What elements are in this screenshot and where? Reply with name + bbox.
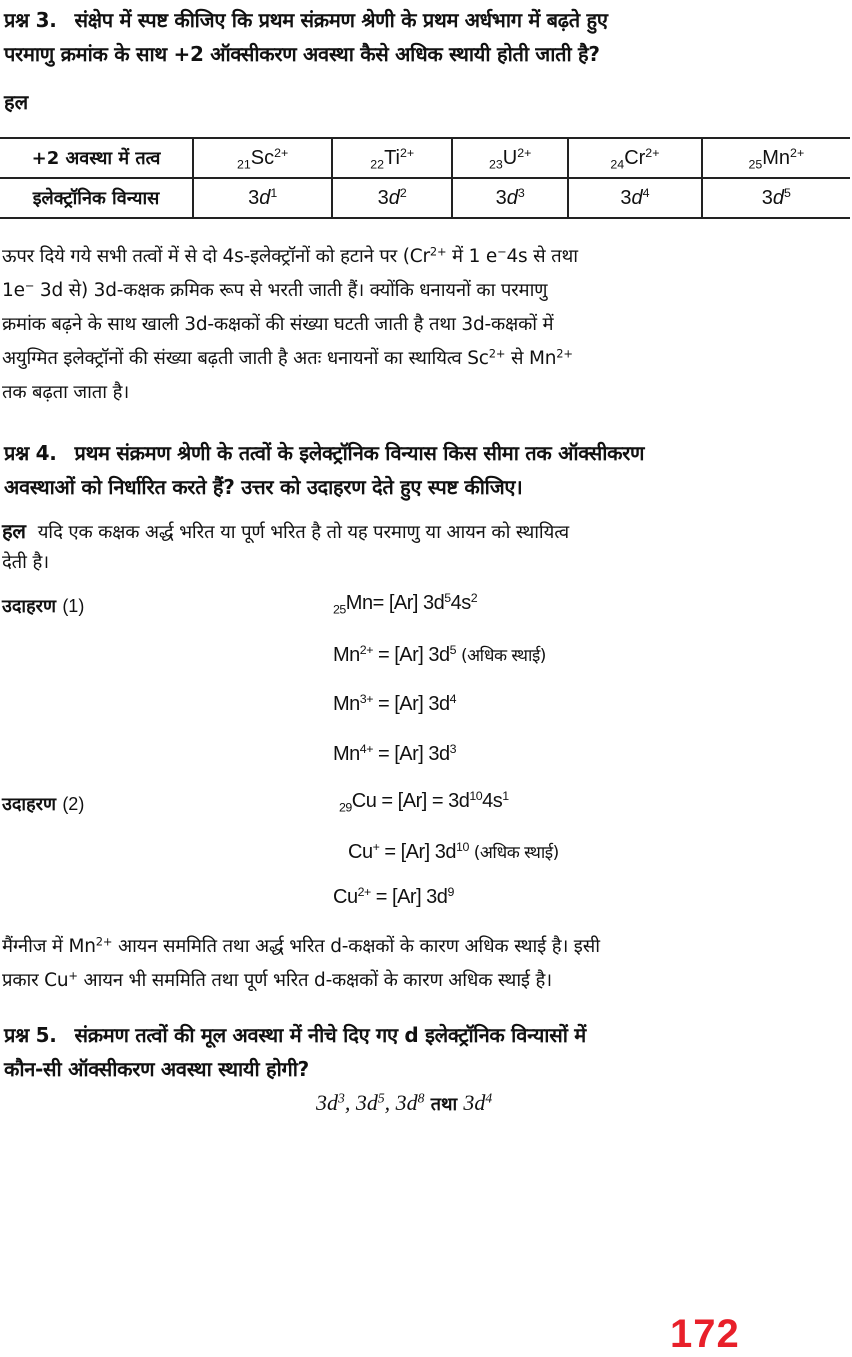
question-3-text-1: संक्षेप में स्पष्ट कीजिए कि प्रथम संक्रमण श्रेणी के प्रथम अर्धभाग में बढ़ते हुए xyxy=(74,8,608,32)
answer-label-4: हल xyxy=(2,519,26,543)
row-header-configs: इलेक्ट्रॉनिक विन्यास xyxy=(0,178,193,218)
answer-3-line-3: क्रमांक बढ़ने के साथ खाली 3d-कक्षकों की संख्या घटती जाती है तथा 3d-कक्षकों में xyxy=(2,314,554,335)
question-4-line-1 xyxy=(4,436,848,470)
config-table xyxy=(0,137,850,219)
example-2-label: उदाहरण (2) xyxy=(2,794,85,815)
equation-cu2: $Cu^{2+} = [Ar]$ $3d^9$ xyxy=(333,885,454,908)
table-row-elements xyxy=(0,138,850,178)
page-number: 172 xyxy=(670,1312,740,1356)
answer-4-line-2: देती है। xyxy=(2,552,49,573)
table-cell-element: $_{23}U^{2+}$ xyxy=(452,138,568,178)
question-4-text-1: प्रथम संक्रमण श्रेणी के तत्वों के इलेक्ट्रॉनिक विन्यास किस सीमा तक ऑक्सीकरण xyxy=(74,441,645,465)
answer-3-line-5: तक बढ़ता जाता है। xyxy=(2,382,130,403)
question-5-line-1 xyxy=(4,1018,848,1052)
table-cell-config: $3d^2$ xyxy=(332,178,452,218)
question-5-line-2: कौन-सी ऑक्सीकरण अवस्था स्थायी होगी? xyxy=(4,1057,309,1081)
table-cell-element: $_{24}Cr^{2+}$ xyxy=(568,138,701,178)
table-cell-config: $3d^1$ xyxy=(193,178,332,218)
table-cell-element: $_{22}Ti^{2+}$ xyxy=(332,138,452,178)
question-5-text-1: संक्रमण तत्वों की मूल अवस्था में नीचे दिए गए d इलेक्ट्रॉनिक विन्यासों में xyxy=(74,1023,586,1047)
answer-3-line-1: ऊपर दिये गये सभी तत्वों में से दो 4s-इलेक्ट्रॉनों को हटाने पर ($Cr^{2+}$ में 1 e−4s से तथा xyxy=(2,244,578,267)
table-cell-config: $3d^4$ xyxy=(568,178,701,218)
question-3-line-2: परमाणु क्रमांक के साथ +2 ऑक्सीकरण अवस्था कैसे अधिक स्थायी होती जाती है? xyxy=(4,42,600,66)
table-cell-config: $3d^3$ xyxy=(452,178,568,218)
equation-cu: $_{29}Cu = [Ar] = 3d^{10}4s^1$ xyxy=(339,789,509,815)
configs-formula: $3d^3$, $3d^5$, $3d^8$ तथा $3d^4$ xyxy=(316,1090,493,1115)
answer-4-line-1: हल यदि एक कक्षक अर्द्ध भरित या पूर्ण भरित है तो यह परमाणु या आयन को स्थायित्व xyxy=(2,519,569,543)
question-4-label: प्रश्न 4. xyxy=(4,441,57,465)
equation-cu1: Cu+ = [Ar] $3d^{10}$ (अधिक स्थाई) xyxy=(348,840,559,863)
equation-mn3: $Mn^{3+} = [Ar]$ $3d^4$ xyxy=(333,692,457,715)
equation-mn: $_{25}$Mn= [Ar] $3d^54s^2$ xyxy=(333,591,478,617)
table-cell-element: $_{25}Mn^{2+}$ xyxy=(702,138,850,178)
conclusion-line-1: मैंग्नीज में $Mn^{2+}$ आयन सममिति तथा अर्द्ध भरित d-कक्षकों के कारण अधिक स्थाई है। इसी xyxy=(2,934,600,957)
answer-label-3: हल xyxy=(4,90,29,114)
example-1-label: उदाहरण (1) xyxy=(2,596,85,617)
question-5-label: प्रश्न 5. xyxy=(4,1023,57,1047)
equation-mn4: $Mn^{4+} = [Ar]$ $3d^3$ xyxy=(333,742,457,765)
row-header-elements: +2 अवस्था में तत्व xyxy=(0,138,193,178)
question-4-line-2: अवस्थाओं को निर्धारित करते हैं? उत्तर को उदाहरण देते हुए स्पष्ट कीजिए। xyxy=(4,475,523,499)
table-cell-config: $3d^5$ xyxy=(702,178,850,218)
answer-3-line-4: अयुग्मित इलेक्ट्रॉनों की संख्या बढ़ती जाती है अतः धनायनों का स्थायित्व $Sc^{2+}$ से $Mn^{2+}$ xyxy=(2,346,573,369)
table-row-configs xyxy=(0,178,850,218)
answer-3-line-2: 1e− 3d से) 3d-कक्षक क्रमिक रूप से भरती जाती हैं। क्योंकि धनायनों का परमाणु xyxy=(2,278,548,301)
question-3-label: प्रश्न 3. xyxy=(4,8,57,32)
conclusion-line-2: प्रकार Cu+ आयन भी सममिति तथा पूर्ण भरित d-कक्षकों के कारण अधिक स्थाई है। xyxy=(2,968,552,991)
table-cell-element: $_{21}Sc^{2+}$ xyxy=(193,138,332,178)
question-3-line-1 xyxy=(4,3,848,37)
equation-mn2: $Mn^{2+} = [Ar]$ $3d^5$ (अधिक स्थाई) xyxy=(333,643,546,666)
